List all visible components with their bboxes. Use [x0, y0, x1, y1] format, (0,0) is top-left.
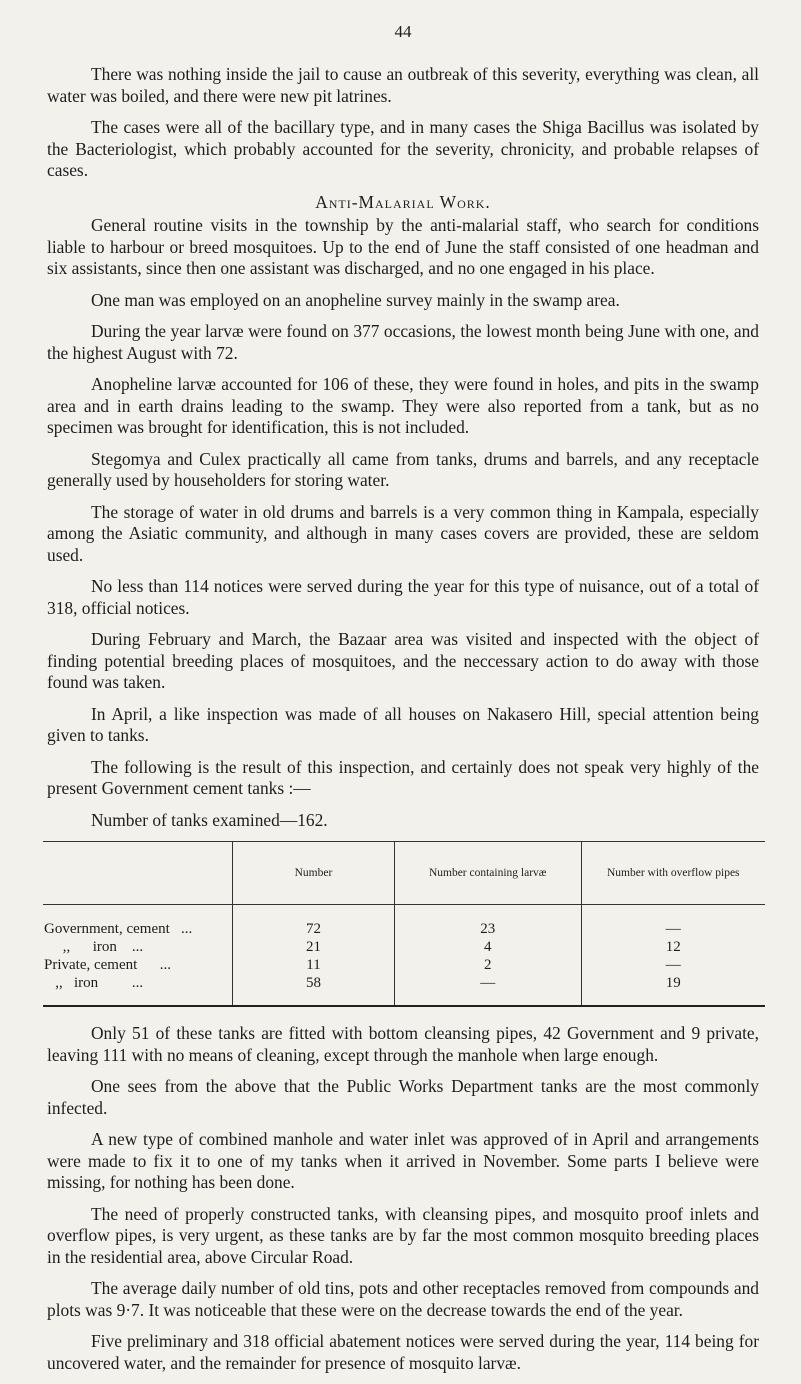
- paragraph-new-manhole: A new type of combined manhole and water inlet was approved of in April and arrangements were made to fix it to one of my tanks when it arrived in November. Some parts I believe were missing, for nothing has been done.: [47, 1129, 759, 1192]
- paragraph-stegomya-culex: Stegomya and Culex practically all came from tanks, drums and barrels, and any receptacle generally used by householders for storing water.: [47, 448, 759, 490]
- table-row: [43, 956, 765, 974]
- paragraph-tanks-examined: Number of tanks examined—162.: [91, 809, 328, 830]
- cell-larvae: 4: [394, 938, 581, 956]
- paragraph-bazaar-inspection: During February and March, the Bazaar area was visited and inspected with the object of finding potential breeding places of mosquitoes, and the neccessary action to do away with those found was taken.: [47, 629, 759, 692]
- section-heading: Anti-Malarial Work.: [315, 191, 491, 212]
- header-containing-larvae: Number containing larvæ: [394, 842, 581, 905]
- table-row: [43, 974, 765, 1006]
- cell-number: 72: [233, 905, 395, 939]
- cell-larvae: —: [394, 974, 581, 1006]
- paragraph-pwd-tanks: One sees from the above that the Public Works Department tanks are the most commonly infected.: [47, 1076, 759, 1118]
- header-overflow-pipes: Number with overflow pipes: [581, 842, 765, 905]
- cell-number: 21: [233, 938, 395, 956]
- paragraph-anopheline-survey: One man was employed on an anopheline survey mainly in the swamp area.: [91, 289, 620, 310]
- header-number: Number: [233, 842, 395, 905]
- cell-pipes: 12: [581, 938, 765, 956]
- header-label: [43, 842, 233, 905]
- tanks-table: [43, 841, 765, 1007]
- paragraph-anopheline-larvae: Anopheline larvæ accounted for 106 of these, they were found in holes, and pits in the swamp area and in earth drains leading to the swamp. They were also reported from a tank, but as no specimen was brought for identification, this is not included.: [47, 374, 759, 437]
- paragraph-jail-conditions: There was nothing inside the jail to cause an outbreak of this severity, everything was clean, all water was boiled, and there were new pit latrines.: [47, 64, 759, 106]
- paragraph-tank-need: The need of properly constructed tanks, with cleansing pipes, and mosquito proof inlets and overflow pipes, is very urgent, as these tanks are by far the most common mosquito breeding places in the residential area, above Circular Road.: [47, 1203, 759, 1267]
- paragraph-bacillary-cases: The cases were all of the bacillary type, and in many cases the Shiga Bacillus was isolated by the Bacteriologist, which probably accounted for the severity, chronicity, and probable relapses of cases.: [47, 117, 759, 180]
- row-label: ,, iron ...: [43, 974, 233, 1006]
- cell-larvae: 2: [394, 956, 581, 974]
- document-page: [44, 22, 759, 1384]
- row-label: ,, iron ...: [44, 939, 144, 955]
- paragraph-larvae-found: During the year larvæ were found on 377 occasions, the lowest month being June with one, and the highest August with 72.: [47, 321, 759, 363]
- cell-larvae: 23: [394, 905, 581, 939]
- paragraph-water-storage: The storage of water in old drums and barrels is a very common thing in Kampala, especially among the Asiatic community, and although in many cases covers are provided, these are seldom used.: [47, 501, 759, 565]
- row-label: Private, cement ...: [44, 957, 172, 973]
- page-number: 44: [394, 22, 412, 41]
- row-label: Government, cement ...: [44, 921, 193, 937]
- paragraph-cleansing-pipes: Only 51 of these tanks are fitted with bottom cleansing pipes, 42 Government and 9 private, leaving 111 with no means of cleaning, except through the manhole when large enough.: [47, 1023, 759, 1065]
- cell-pipes: 19: [581, 974, 765, 1006]
- paragraph-abatement-notices: Five preliminary and 318 official abatement notices were served during the year, 114 being for uncovered water, and the remainder for presence of mosquito larvæ.: [47, 1331, 759, 1373]
- table-row: [43, 905, 765, 939]
- table-header-row: [43, 842, 765, 905]
- paragraph-notices-served: No less than 114 notices were served during the year for this type of nuisance, out of a total of 318, official notices.: [47, 576, 759, 618]
- cell-number: 58: [233, 974, 395, 1006]
- table-row: [43, 938, 765, 956]
- paragraph-routine-visits: General routine visits in the township by the anti-malarial staff, who search for conditions liable to harbour or breed mosquitoes. Up to the end of June the staff consisted of one headman and six assistants, since then one assistant was discharged, and no one engaged in his place.: [47, 215, 759, 278]
- paragraph-inspection-result: The following is the result of this inspection, and certainly does not speak very highly of the present Government cement tanks :—: [47, 756, 759, 798]
- cell-number: 11: [233, 956, 395, 974]
- cell-pipes: —: [581, 956, 765, 974]
- paragraph-receptacles-removed: The average daily number of old tins, pots and other receptacles removed from compounds and plots was 9·7. It was noticeable that these were on the decrease towards the end of the year.: [47, 1278, 759, 1320]
- paragraph-nakasero-inspection: In April, a like inspection was made of all houses on Nakasero Hill, special attention being given to tanks.: [47, 703, 759, 745]
- cell-pipes: —: [581, 905, 765, 939]
